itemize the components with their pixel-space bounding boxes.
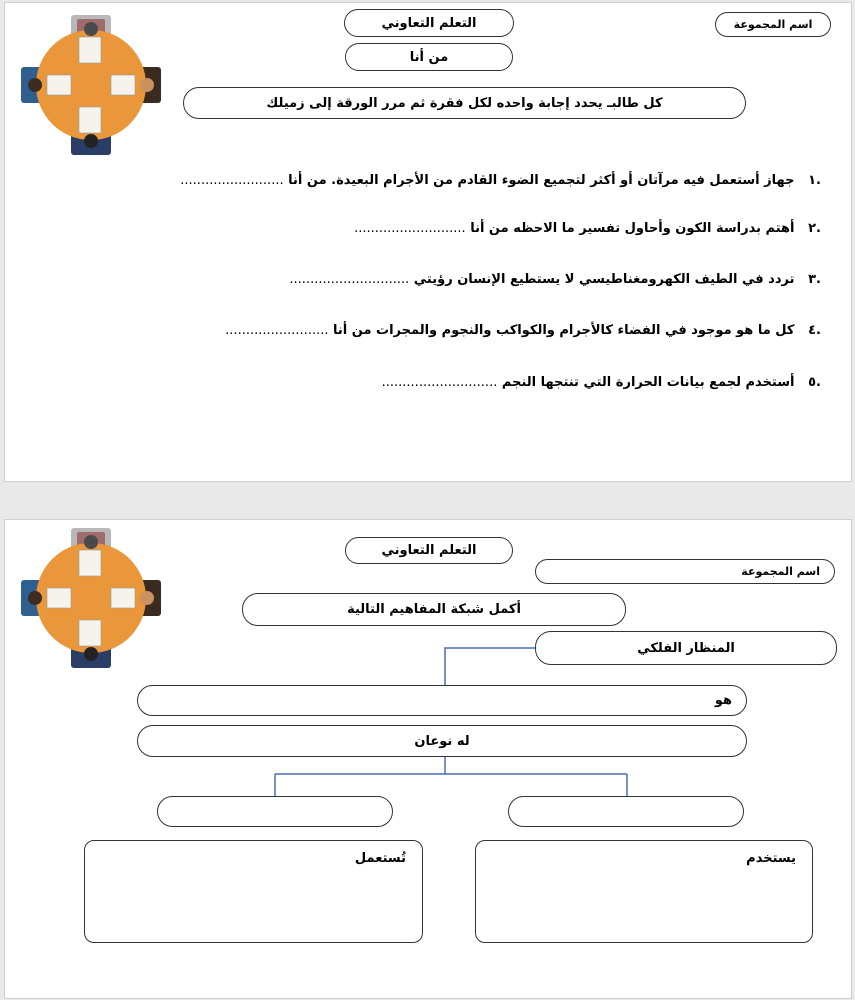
instruction-banner: كل طالبـ يحدد إجابة واحده لكل فقرة ثم مرر الورقة إلى زميلك [183, 87, 746, 119]
answer-blank-4[interactable]: ......................... [225, 323, 329, 338]
page-title: التعلم التعاوني [345, 537, 513, 564]
page-title: التعلم التعاوني [344, 9, 514, 37]
use-left-box[interactable]: تُستعمل [84, 840, 423, 943]
question-5: .٥ أستخدم لجمع بيانات الحرارة التي تنتجها النجم ............................ [381, 375, 821, 390]
question-3: .٣ تردد في الطيف الكهرومغناطيسي لا يستطيع الإنسان رؤيتي ............................. [289, 272, 821, 287]
question-2: .٢ أهتم بدراسة الكون وأحاول تفسير ما الاحظه من أنا ........................... [354, 221, 821, 236]
use-right-box[interactable]: يستخدم [475, 840, 813, 943]
worksheet-page-2 [4, 519, 852, 999]
answer-blank-5[interactable]: ............................ [381, 375, 498, 390]
group-name-field[interactable]: اسم المجموعة [535, 559, 835, 584]
cooperative-table-icon [21, 15, 161, 155]
answer-blank-3[interactable]: ............................. [289, 272, 410, 287]
question-4: .٤ كل ما هو موجود في الفضاء كالأجرام والكواكب والنجوم والمجرات من أنا ......................... [225, 323, 821, 338]
worksheet-page-1 [4, 2, 852, 482]
type-right-field[interactable] [508, 796, 744, 827]
question-1: .١ جهاز أستعمل فيه مرآتان أو أكثر لتجميع الضوء القادم من الأجرام البعيدة. من أنا ......................... [180, 173, 821, 188]
concept-root: المنظار الفلكي [535, 631, 837, 665]
instruction-banner: أكمل شبكة المفاهيم التالية [242, 593, 626, 626]
type-left-field[interactable] [157, 796, 393, 827]
definition-field[interactable]: هو [137, 685, 747, 716]
answer-blank-2[interactable]: ........................... [354, 221, 466, 236]
subtitle: من أنا [345, 43, 513, 71]
group-name-field[interactable]: اسم المجموعة [715, 12, 831, 37]
answer-blank-1[interactable]: ......................... [180, 173, 284, 188]
types-field: له نوعان [137, 725, 747, 757]
